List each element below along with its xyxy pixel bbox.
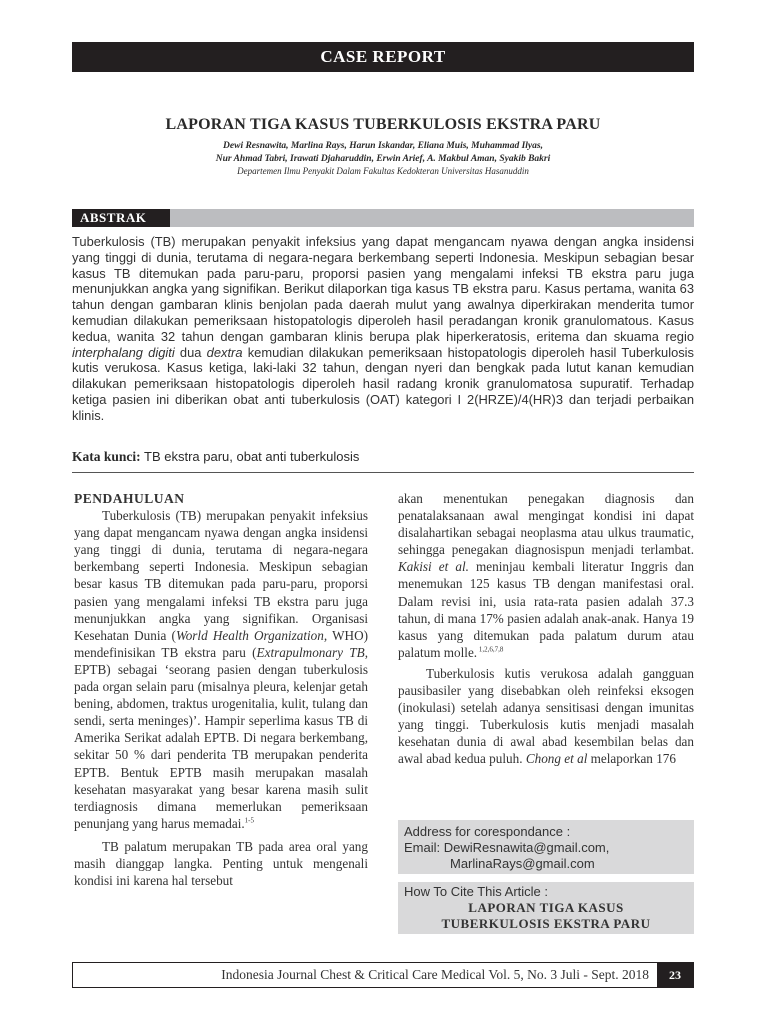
abstract-italic-1: interphalang digiti xyxy=(72,344,175,360)
citation-superscript: 1,2,6,7,8 xyxy=(477,645,504,654)
intro-p1-italic-who: World Health Organization, xyxy=(175,627,328,643)
email-label: Email: xyxy=(404,840,444,855)
keywords-value: TB ekstra paru, obat anti tuberkulosis xyxy=(140,449,360,464)
intro-r1-italic: Kakisi et al. xyxy=(398,559,469,575)
citation-title-line-1: LAPORAN TIGA KASUS xyxy=(468,900,624,915)
page-number: 23 xyxy=(657,963,693,987)
journal-citation: Indonesia Journal Chest & Critical Care Medical Vol. 5, No. 3 Juli - Sept. 2018 xyxy=(221,967,649,982)
abstract-text-1: Tuberkulosis (TB) merupakan penyakit infeksius yang dapat mengancam nyawa dengan angka insidensi yang tinggi di dunia, terutama di negara-negara berkembang seperti Indonesia. Meskipun sebagian besar kasus TB ditemukan pada paru-paru, proporsi pasien yang mengalami infeksi TB ekstra paru juga menunjukkan angka yang signifikan. Berikut dilaporkan tiga kasus TB ekstra paru. Kasus pertama, wanita 63 tahun dengan gambaran klinis benjolan pada daerah mulut yang awalnya diperkirakan menderita tumor kemudian dilakukan pemeriksaan histopatologis diperoleh hasil peradangan kronik granulomatous. Kasus kedua, wanita 32 tahun dengan gambaran klinis berupa plak hiperkeratosis, eritema dan skuama regio xyxy=(72,234,694,344)
email-2[interactable]: MarlinaRays@gmail.com xyxy=(450,856,595,871)
intro-p1-text-e: , EPTB) sebagai ‘seorang pasien dengan tuberkulosis pada organ selain paru (misalnya pleura, kelenjar getah bening, abdomen, traktus urogenitalia, kulit, tulang dan sendi, serta meninges)’. Hampir seperlima kasus TB di Amerika Serikat adalah EPTB. Di negara berkembang, sekitar 50 % dari penderita TB merupakan penderita EPTB. Bentuk EPTB masih merupakan masalah kesehatan masyarakat yang besar karena masih sulit terdiagnosis dimana memerlukan pemeriksaan penunjang yang harus memadai. xyxy=(74,644,368,831)
correspondence-box xyxy=(398,820,694,874)
left-column xyxy=(74,490,368,889)
email-1[interactable]: DewiResnawita@gmail.com, xyxy=(443,840,610,855)
intro-p1-text-c: WHO) mendefinisikan TB ekstra paru ( xyxy=(74,627,368,660)
section-heading-intro: PENDAHULUAN xyxy=(74,491,185,506)
intro-r1-text-c: meninjau kembali literatur Inggris dan menemukan 125 kasus TB dengan manifestasi oral. Dalam revisi ini, usia rata-rata pasien adalah 37.3 tahun, di mana 17% pasien adalah anak-anak. Hanya 19 kasus yang ditemukan pada palatum durum atau palatum molle. xyxy=(398,559,694,660)
keywords-label: Kata kunci: xyxy=(72,449,141,464)
article-type-banner: CASE REPORT xyxy=(72,42,694,72)
author-list xyxy=(72,140,694,166)
intro-paragraph-2: TB palatum merupakan TB pada area oral yang masih dianggap langka. Penting untuk mengenali kondisi ini karena hal tersebut xyxy=(74,838,368,889)
abstract-heading: ABSTRAK xyxy=(72,209,170,227)
page-footer xyxy=(72,962,694,988)
intro-paragraph-1 xyxy=(74,507,368,832)
intro-p1-text-a: Tuberkulosis (TB) merupakan penyakit infeksius yang dapat mengancam nyawa dengan angka insidensi yang tinggi di dunia, terutama di negara-negara berkembang seperti Indonesia. Meskipun sebagian besar kasus TB ditemukan pada paru-paru, proporsi pasien yang mengalami infeksi TB ekstra paru juga menunjukkan angka yang signifikan. Organisasi Kesehatan Dunia ( xyxy=(74,508,368,643)
intro-r1-text-a: akan menentukan penegakan diagnosis dan penatalaksanaan awal mengingat kondisi ini dapat disalahartikan sebagai neoplasma atau ulkus traumatic, sehingga penegakan diagnosispun menjadi terlambat. xyxy=(398,491,694,558)
citation-superscript: 1-5 xyxy=(244,816,254,825)
intro-r2-text-a: Tuberkulosis kutis verukosa adalah gangguan pausibasiler yang disebabkan oleh reinfeksi eksogen (inokulasi) setelah adanya sensitisasi dengan imunitas yang tinggi. Tuberkulosis kutis menjadi masalah kesehatan dunia di awal abad kesembilan belas dan awal abad kedua puluh. xyxy=(398,665,694,767)
article-title: LAPORAN TIGA KASUS TUBERKULOSIS EKSTRA PARU xyxy=(165,116,601,133)
authors-line-1: Dewi Resnawita, Marlina Rays, Harun Iskandar, Eliana Muis, Muhammad Ilyas, xyxy=(223,141,543,151)
intro-paragraph-3 xyxy=(398,490,694,661)
citation-label: How To Cite This Article : xyxy=(404,884,549,899)
abstract-italic-2: dextra xyxy=(206,344,243,360)
intro-p1-italic-eptb: Extrapulmonary TB xyxy=(256,644,365,660)
abstract-body xyxy=(72,234,694,424)
keywords xyxy=(72,449,694,465)
right-column xyxy=(398,490,694,768)
correspondence-label: Address for corespondance : xyxy=(404,824,571,839)
section-divider xyxy=(72,472,694,473)
abstract-text-3: kemudian dilakukan pemeriksaan histopatologis diperoleh hasil Tuberkulosis kutis verukosa. Kasus ketiga, laki-laki 32 tahun, dengan nyeri dan bengkak pada lutut kanan kemudian dilakukan pemeriksaan histopatologis diperoleh hasil radang kronik granulomatosa supuratif. Terhadap ketiga pasien ini diberikan obat anti tuberkulosis (OAT) kategori I 2(HRZE)/4(HR)3 dan terjadi perbaikan klinis. xyxy=(72,344,694,423)
intro-r2-text-c: melaporkan 176 xyxy=(587,751,676,767)
citation-title-line-2: TUBERKULOSIS EKSTRA PARU xyxy=(441,916,651,931)
affiliation: Departemen Ilmu Penyakit Dalam Fakultas Kedokteran Universitas Hasanuddin xyxy=(237,166,529,176)
intro-paragraph-4 xyxy=(398,665,694,768)
citation-box xyxy=(398,882,694,934)
email-line xyxy=(404,840,694,856)
authors-line-2: Nur Ahmad Tabri, Irawati Djaharuddin, Erwin Arief, A. Makbul Aman, Syakib Bakri xyxy=(215,154,551,164)
intro-r2-italic: Chong et al xyxy=(525,751,588,767)
abstract-text-2: dua xyxy=(174,344,207,360)
